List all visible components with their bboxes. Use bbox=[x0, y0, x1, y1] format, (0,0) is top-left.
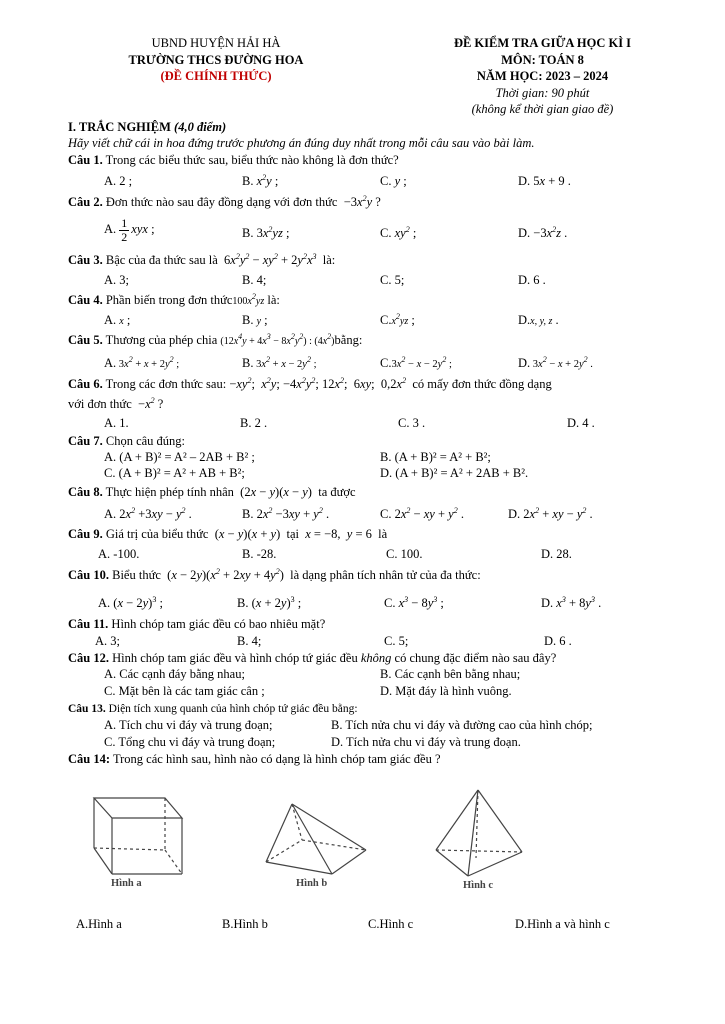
q5-option-a[interactable]: A. $3x^2 + x + 2y^2$ ; bbox=[104, 355, 180, 370]
official-label: (ĐỀ CHÍNH THỨC) bbox=[160, 69, 272, 83]
q4-option-c[interactable]: $C.x^2yz$ ; bbox=[380, 312, 415, 327]
question-9: Câu 9. Giá trị của biểu thức (x − y)(x + y) tại x = −8, y = 6 là bbox=[68, 527, 388, 541]
q12-option-b[interactable]: B. Các cạnh bên bằng nhau; bbox=[380, 667, 521, 681]
question-6-line2: với đơn thức $-x^2$ ? bbox=[68, 396, 164, 411]
question-2: Câu 2. Đơn thức nào sau đây đồng dạng với đơn thức $-3x^2y$ ? bbox=[68, 194, 381, 209]
q2-option-b[interactable]: B. $3x^2yz$ ; bbox=[242, 225, 290, 240]
q11-option-c[interactable]: C. 5; bbox=[384, 634, 409, 648]
q13-option-a[interactable]: A. Tích chu vi đáy và trung đoạn; bbox=[104, 718, 273, 732]
figure-b-pyramid bbox=[262, 796, 374, 878]
figure-a-prism bbox=[80, 790, 190, 882]
q8-option-b[interactable]: B. $2x^2 -3xy + y^2$ . bbox=[242, 506, 330, 521]
figure-c-caption: Hình c bbox=[463, 880, 494, 891]
q5-option-b[interactable]: B. $3x^2 + x - 2y^2$ ; bbox=[242, 355, 317, 370]
question-3: Câu 3. Bậc của đa thức sau là $6x^2y^2 - xy^2 + 2y^2x^3$ là: bbox=[68, 252, 336, 267]
q11-option-b[interactable]: B. 4; bbox=[237, 634, 262, 648]
question-5: Câu 5. Thương của phép chia $(12x^4y + 4x^3 - 8x^2y^2)$ : $(4x^2)bằng$: bbox=[68, 332, 363, 347]
q1-option-a[interactable]: A. 2 ; bbox=[104, 174, 133, 188]
q4-option-a[interactable]: A. x ; bbox=[104, 313, 131, 327]
q13-option-d[interactable]: D. Tích nửa chu vi đáy và trung đoạn. bbox=[331, 735, 521, 749]
q13-option-c[interactable]: C. Tổng chu vi đáy và trung đoạn; bbox=[104, 735, 276, 749]
school-block bbox=[96, 36, 336, 86]
exam-title: ĐỀ KIỂM TRA GIỮA HỌC KÌ I bbox=[453, 36, 632, 50]
question-14: Câu 14: Trong các hình sau, hình nào có dạng là hình chóp tam giác đều ? bbox=[68, 752, 441, 766]
q3-option-d[interactable]: D. 6 . bbox=[518, 273, 546, 287]
exam-header bbox=[0, 36, 725, 120]
question-13: Câu 13. Diện tích xung quanh của hình chóp tứ giác đều bằng: bbox=[68, 703, 358, 715]
q11-option-d[interactable]: D. 6 . bbox=[544, 634, 572, 648]
question-7: Câu 7. Chọn câu đúng: bbox=[68, 434, 186, 448]
q6-option-a[interactable]: A. 1. bbox=[104, 416, 129, 430]
q9-option-b[interactable]: B. -28. bbox=[242, 547, 277, 561]
q14-option-c[interactable]: C.Hình c bbox=[368, 917, 414, 931]
school-year: NĂM HỌC: 2023 – 2024 bbox=[476, 69, 609, 83]
exam-subject: MÔN: TOÁN 8 bbox=[501, 52, 584, 67]
question-12: Câu 12. Hình chóp tam giác đều và hình chóp tứ giác đều không có chung đặc điểm nào sau đây? bbox=[68, 651, 557, 665]
q7-option-c[interactable]: C. (A + B)² = A² + AB + B²; bbox=[104, 466, 245, 480]
q12-option-c[interactable]: C. Mặt bên là các tam giác cân ; bbox=[104, 684, 265, 698]
q12-option-d[interactable]: D. Mặt đáy là hình vuông. bbox=[380, 684, 512, 698]
q3-option-b[interactable]: B. 4; bbox=[242, 273, 267, 287]
q6-option-b[interactable]: B. 2 . bbox=[240, 416, 268, 430]
time-limit: Thời gian: 90 phút bbox=[495, 85, 590, 100]
question-11: Câu 11. Hình chóp tam giác đều có bao nhiêu mặt? bbox=[68, 617, 326, 631]
q12-option-a[interactable]: A. Các cạnh đáy bằng nhau; bbox=[104, 667, 245, 681]
q3-option-c[interactable]: C. 5; bbox=[380, 273, 405, 287]
q11-option-a[interactable]: A. 3; bbox=[95, 634, 120, 648]
question-6: Câu 6. Trong các đơn thức sau: $-xy^2$; $x^2y$; $-4x^2y^2$; $12x^2$; 6xy; $0,2x^2$ có mấy đơn thức đồng dạng bbox=[68, 376, 552, 391]
q9-option-c[interactable]: C. 100. bbox=[386, 547, 423, 561]
q1-option-c[interactable]: C. y ; bbox=[380, 174, 407, 188]
q4-option-b[interactable]: B. y ; bbox=[242, 313, 268, 327]
section-instruction: Hãy viết chữ cái in hoa đứng trước phương án đúng duy nhất trong mỗi câu sau vào bài làm. bbox=[68, 136, 535, 150]
figure-a-caption: Hình a bbox=[111, 878, 142, 889]
q10-option-a[interactable]: A. $(x - 2y)^3$ ; bbox=[98, 595, 163, 610]
q2-option-d[interactable]: D. $-3x^2z$ . bbox=[518, 225, 568, 240]
q10-option-d[interactable]: D. $x^3 + 8y^3$ . bbox=[541, 595, 602, 610]
q1-option-d[interactable]: D. 5x + 9 . bbox=[518, 174, 571, 188]
question-1: Câu 1. Trong các biểu thức sau, biểu thức nào không là đơn thức? bbox=[68, 153, 399, 167]
q7-option-d[interactable]: D. (A + B)² = A² + 2AB + B². bbox=[380, 466, 529, 480]
section-title: I. TRẮC NGHIỆM (4,0 điểm) bbox=[68, 120, 227, 134]
figure-c-pyramid bbox=[432, 786, 528, 882]
q2-option-c[interactable]: C. $xy^2$ ; bbox=[380, 225, 417, 240]
exam-info-block bbox=[420, 36, 665, 119]
q5-option-d[interactable]: D. $3x^2 - x + 2y^2$ . bbox=[518, 355, 593, 370]
question-4: Câu 4. Phần biến trong đơn $thức100x^2yz$ là: bbox=[68, 292, 280, 307]
question-8: Câu 8. Thực hiện phép tính nhân (2x − y)(x − y) ta được bbox=[68, 485, 356, 499]
q14-option-d[interactable]: D.Hình a và hình c bbox=[515, 917, 610, 931]
q9-option-d[interactable]: D. 28. bbox=[541, 547, 572, 561]
q4-option-d[interactable]: D.x, y, z . bbox=[518, 313, 559, 327]
q2-option-a[interactable]: A. $\frac{1}{2}$ xyx ; bbox=[104, 216, 155, 244]
q6-option-d[interactable]: D. 4 . bbox=[567, 416, 595, 430]
q5-option-c[interactable]: $C.3x^2 - x - 2y^2$ ; bbox=[380, 355, 452, 370]
figure-b-caption: Hình b bbox=[296, 878, 328, 889]
time-note: (không kể thời gian giao đề) bbox=[471, 102, 614, 116]
q8-option-a[interactable]: A. $2x^2 +3xy - y^2$ . bbox=[104, 506, 192, 521]
q14-option-b[interactable]: B.Hình b bbox=[222, 917, 268, 931]
q10-option-c[interactable]: C. $x^3 - 8y^3$ ; bbox=[384, 595, 444, 610]
district-name: UBND HUYỆN HẢI HÀ bbox=[151, 36, 281, 50]
q8-option-d[interactable]: D. $2x^2$ + xy − $y^2$ . bbox=[508, 506, 593, 521]
q14-option-a[interactable]: A.Hình a bbox=[76, 917, 122, 931]
q8-option-c[interactable]: C. $2x^2$ − xy + $y^2$ . bbox=[380, 506, 464, 521]
q7-option-b[interactable]: B. (A + B)² = A² + B²; bbox=[380, 450, 491, 464]
q6-option-c[interactable]: C. 3 . bbox=[398, 416, 426, 430]
question-10: Câu 10. Biểu thức $(x - 2y)(x^2 + 2xy + 4y^2)$ là dạng phân tích nhân tử của đa thức: bbox=[68, 567, 481, 582]
school-name: TRƯỜNG THCS ĐƯỜNG HOA bbox=[128, 52, 304, 67]
q10-option-b[interactable]: B. $(x + 2y)^3$ ; bbox=[237, 595, 302, 610]
q1-option-b[interactable]: B. $x^2y$ ; bbox=[242, 173, 279, 188]
q9-option-a[interactable]: A. -100. bbox=[98, 547, 140, 561]
q3-option-a[interactable]: A. 3; bbox=[104, 273, 129, 287]
q13-option-b[interactable]: B. Tích nửa chu vi đáy và đường cao của hình chóp; bbox=[331, 718, 593, 732]
q7-option-a[interactable]: A. (A + B)² = A² – 2AB + B² ; bbox=[104, 450, 255, 464]
